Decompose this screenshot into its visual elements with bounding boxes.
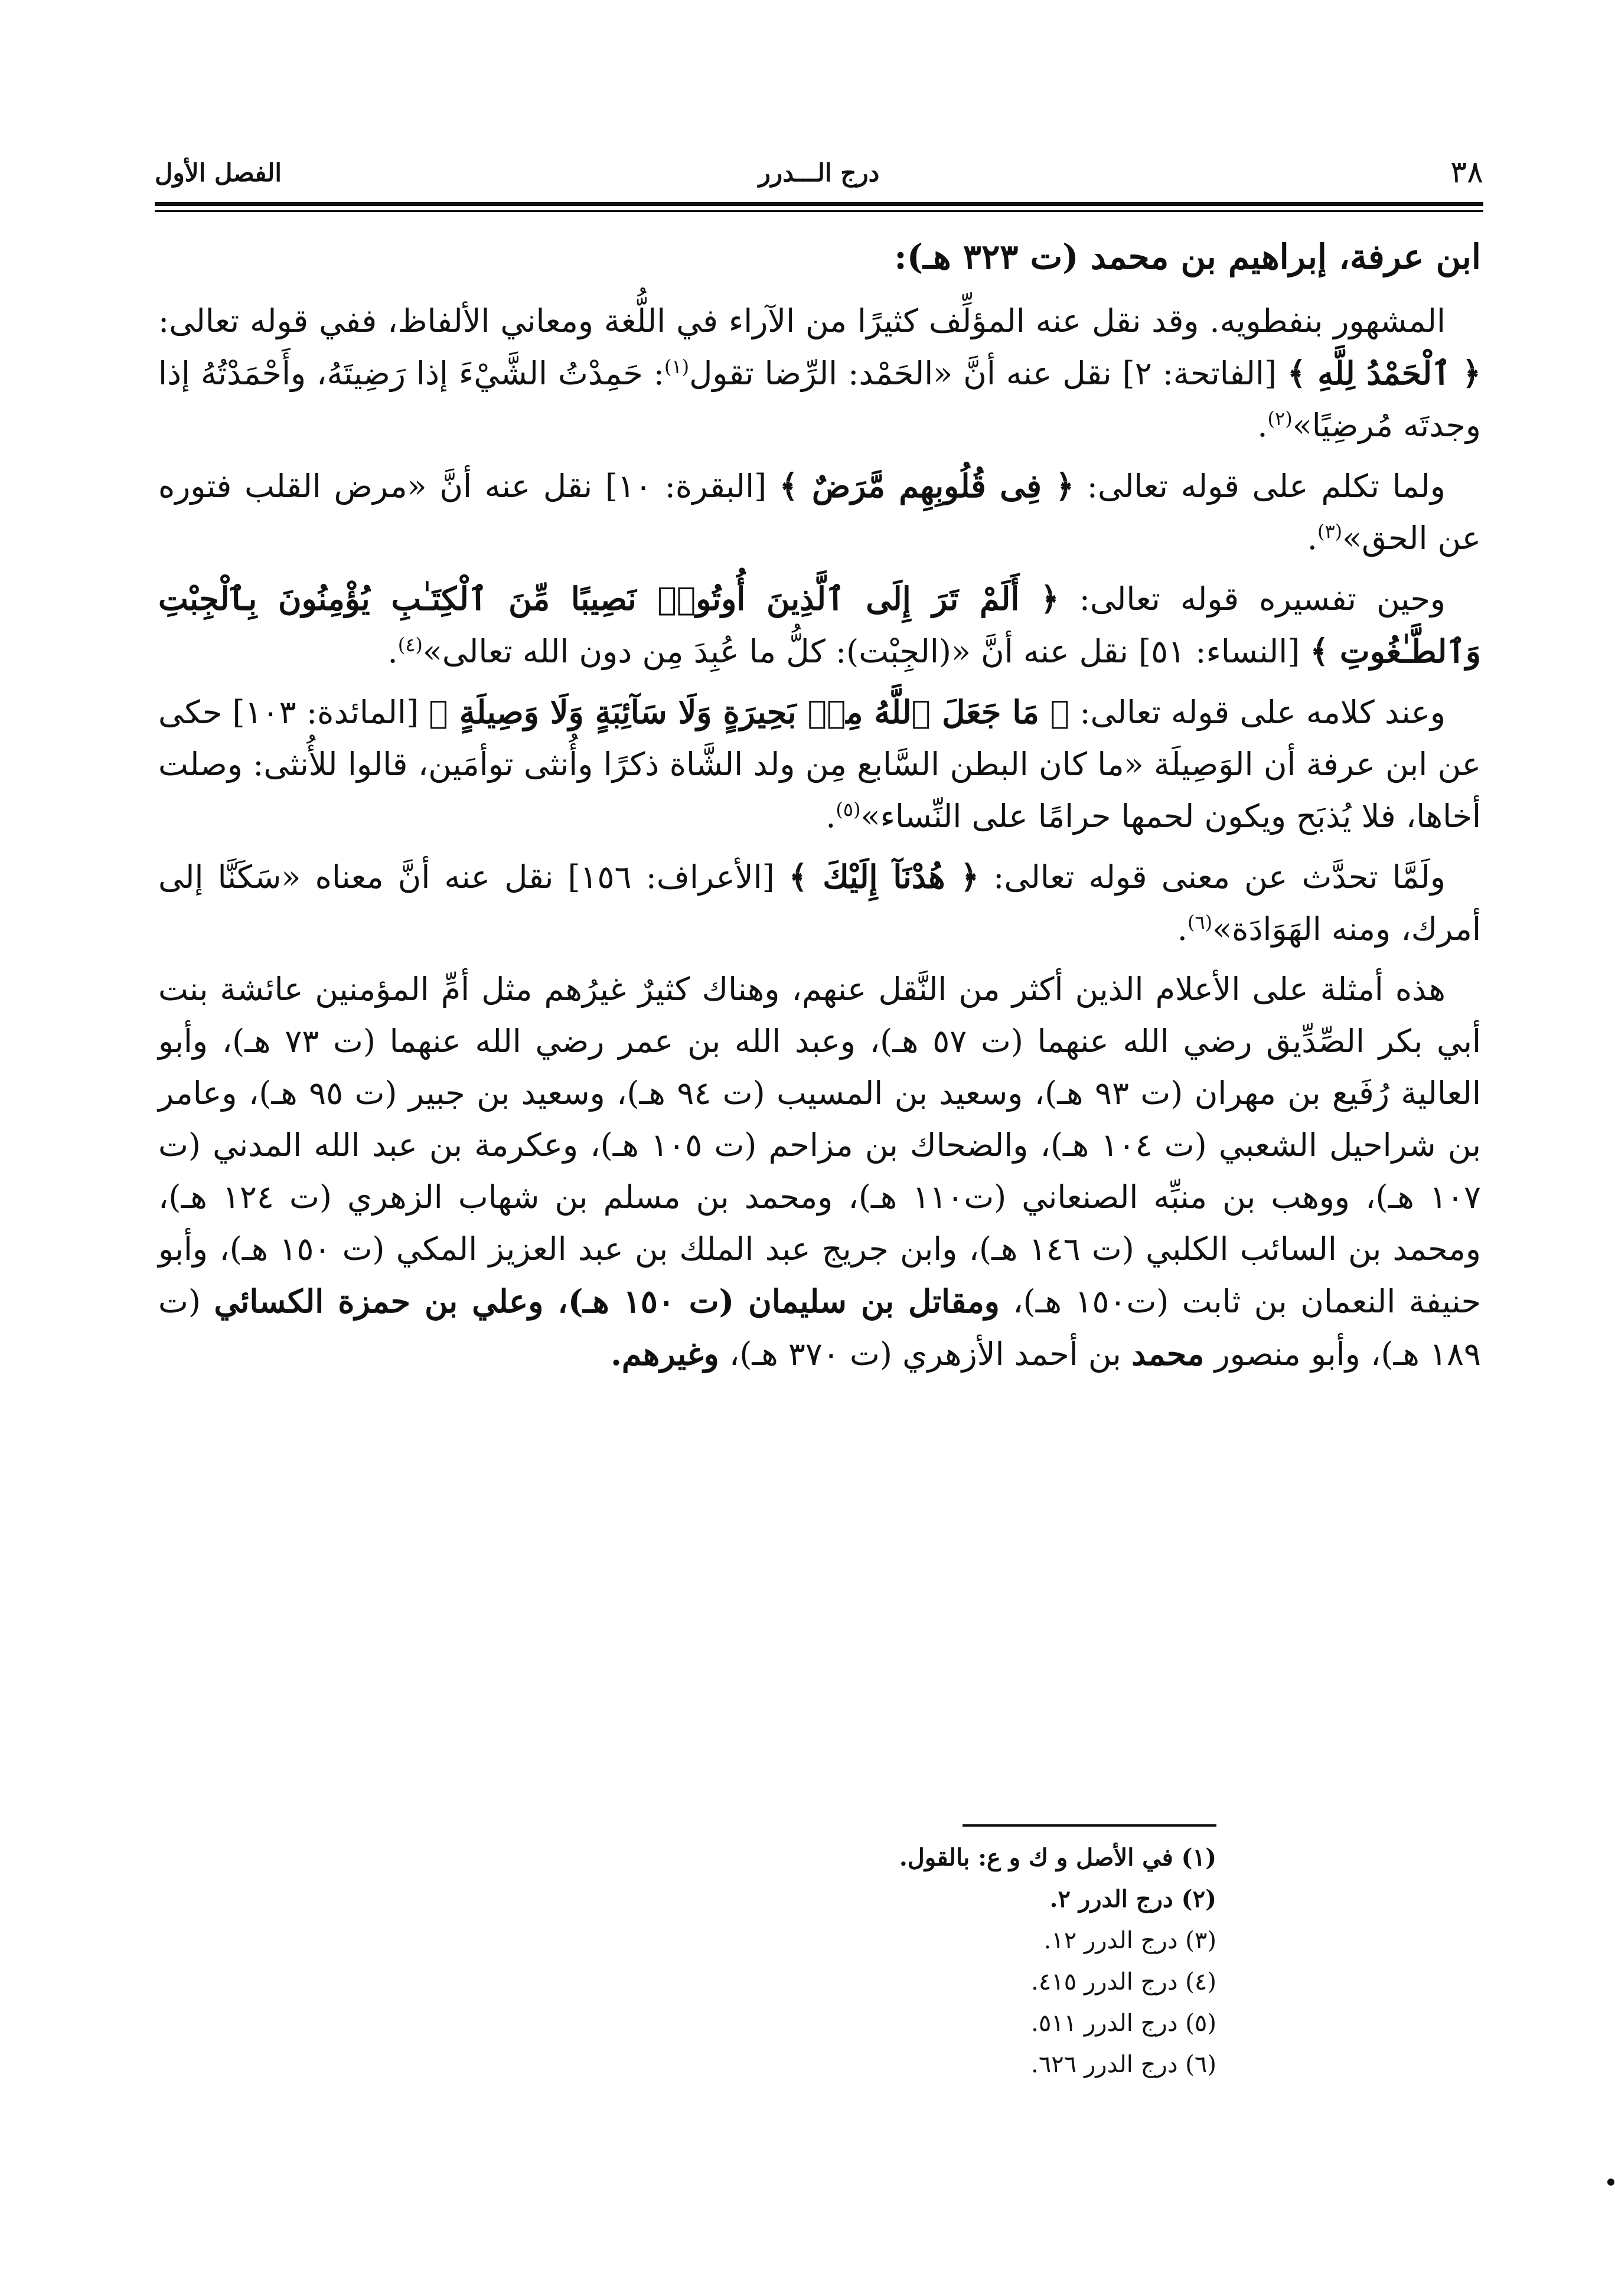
scan-speck [1607, 2179, 1614, 2186]
footnote-ref: (٦) [1187, 911, 1213, 933]
footnote-4: (٤) درج الدرر ٤١٥. [1031, 1968, 1216, 1995]
footnotes [709, 1837, 1216, 2085]
footnote-1: (١) في الأصل و ك و ع: بالقول. [899, 1844, 1216, 1872]
page-number: ٣٨ [1450, 155, 1483, 190]
quran-verse: ﴿ هُدْنَآ إِلَيْكَ ﴾ [788, 858, 980, 896]
footnote-ref: (٥) [836, 798, 861, 821]
footnote-ref: (١) [664, 355, 690, 378]
footnote-5: (٥) درج الدرر ٥١١. [1031, 2010, 1216, 2037]
paragraph-1: المشهور بنفطويه. وقد نقل عنه المؤلِّف كثيرًا من الآراء في اللُّغة ومعاني الألفاظ، ففي قوله تعالى: ﴿ ٱلْحَمْدُ لِلَّهِ ﴾ [الفاتحة: ٢] نقل عنه أنَّ «الحَمْد: الرِّضا تقول$^{(١)}$: حَمِدْتُ الشَّيْءَ إذا رَضِيتَهُ، وأَحْمَدْتُهُ إذا وجدتَه مُرضِيًا»$^{(٢)}$. [158, 302, 1481, 444]
footnote-2: (٢) درج الدرر ٢. [1049, 1885, 1216, 1913]
paragraph-4: وعند كلامه على قوله تعالى: ﴿ مَا جَعَلَ ٱللَّهُ مِنۢ بَحِيرَةٍ وَلَا سَآئِبَةٍ وَلَا وَصِيلَةٍ ﴾ [المائدة: ١٠٣] حكى عن ابن عرفة أن الوَصِيلَة «ما كان البطن السَّابع مِن ولد الشَّاة ذكرًا وأُنثى توأمَين، قالوا للأُنثى: وصلت أخاها، فلا يُذبَح ويكون لحمها حرامًا على النِّساء»$^{(٥)}$. [158, 693, 1481, 835]
running-title: درج الـــدرر [758, 158, 880, 187]
footnote-ref: (٤) [397, 633, 423, 656]
page-header [155, 155, 1483, 196]
quran-verse: ﴿ ٱلْحَمْدُ لِلَّهِ ﴾ [1287, 354, 1481, 392]
footnote-ref: (٣) [1317, 520, 1343, 543]
footnote-6: (٦) درج الدرر ٦٢٦. [1031, 2051, 1216, 2078]
paragraph-3: وحين تفسيره قوله تعالى: ﴿ أَلَمْ تَرَ إِلَى ٱلَّذِينَ أُوتُوا۟ نَصِيبًا مِّنَ ٱلْكِتَـٰبِ يُؤْمِنُونَ بِٱلْجِبْتِ وَٱلطَّـٰغُوتِ ﴾ [النساء: ٥١] نقل عنه أنَّ «(الجِبْت): كلُّ ما عُبِدَ مِن دون الله تعالى»$^{(٤)}$. [158, 580, 1481, 670]
footnote-separator [963, 1824, 1216, 1827]
header-rule-thick [155, 202, 1483, 206]
footnote-3: (٣) درج الدرر ١٢. [1043, 1927, 1216, 1954]
paragraph-6: هذه أمثلة على الأعلام الذين أكثر من النَّقل عنهم، وهناك كثيرٌ غيرُهم مثل أمِّ المؤمنين عائشة بنت أبي بكر الصِّدِّيق رضي الله عنهما (ت ٥٧ هـ)، وعبد الله بن عمر رضي الله عنهما (ت ٧٣ هـ)، وأبو العالية رُفَيع بن مهران (ت ٩٣ هـ)، وسعيد بن المسيب (ت ٩٤ هـ)، وسعيد بن جبير (ت ٩٥ هـ)، وعامر بن شراحيل الشعبي (ت ١٠٤ هـ)، والضحاك بن مزاحم (ت ١٠٥ هـ)، وعكرمة بن عبد الله المدني (ت ١٠٧ هـ)، ووهب بن منبِّه الصنعاني (ت١١٠ هـ)، ومحمد بن مسلم بن شهاب الزهري (ت ١٢٤ هـ)، ومحمد بن السائب الكلبي (ت ١٤٦ هـ)، وابن جريج عبد الملك بن عبد العزيز المكي (ت ١٥٠ هـ)، وأبو حنيفة النعمان بن ثابت (ت١٥٠ هـ)، ومقاتل بن سليمان (ت ١٥٠ هـ)، وعلي بن حمزة الكسائي (ت ١٨٩ هـ)، وأبو منصور محمد بن أحمد الأزهري (ت ٣٧٠ هـ)، وغيرهم. [158, 971, 1481, 1373]
quran-verse: ﴿ أَلَمْ تَرَ إِلَى ٱلَّذِينَ أُوتُوا۟ نَصِيبًا مِّنَ ٱلْكِتَـٰبِ يُؤْمِنُونَ بِٱلْجِبْتِ وَٱلطَّـٰغُوتِ ﴾ [158, 580, 1481, 670]
section-heading: ابن عرفة، إبراهيم بن محمد (ت ٣٢٣ هـ): [894, 237, 1481, 277]
paragraph-2: ولما تكلم على قوله تعالى: ﴿ فِى قُلُوبِهِم مَّرَضٌ ﴾ [البقرة: ١٠] نقل عنه أنَّ «مرض القلب فتوره عن الحق»$^{(٣)}$. [158, 467, 1481, 557]
quran-verse: ﴿ مَا جَعَلَ ٱللَّهُ مِنۢ بَحِيرَةٍ وَلَا سَآئِبَةٍ وَلَا وَصِيلَةٍ ﴾ [429, 693, 1070, 731]
quran-verse: ﴿ فِى قُلُوبِهِم مَّرَضٌ ﴾ [779, 467, 1074, 505]
chapter-title: الفصل الأول [155, 158, 282, 187]
main-text [158, 230, 1481, 1389]
header-rule-thin [155, 210, 1483, 212]
footnote-ref: (٢) [1267, 407, 1293, 430]
paragraph-5: ولَمَّا تحدَّث عن معنى قوله تعالى: ﴿ هُدْنَآ إِلَيْكَ ﴾ [الأعراف: ١٥٦] نقل عنه أنَّ معناه «سَكَنَّا إلى أمرك، ومنه الهَوَادَة»$^{(٦)}$. [158, 858, 1481, 948]
